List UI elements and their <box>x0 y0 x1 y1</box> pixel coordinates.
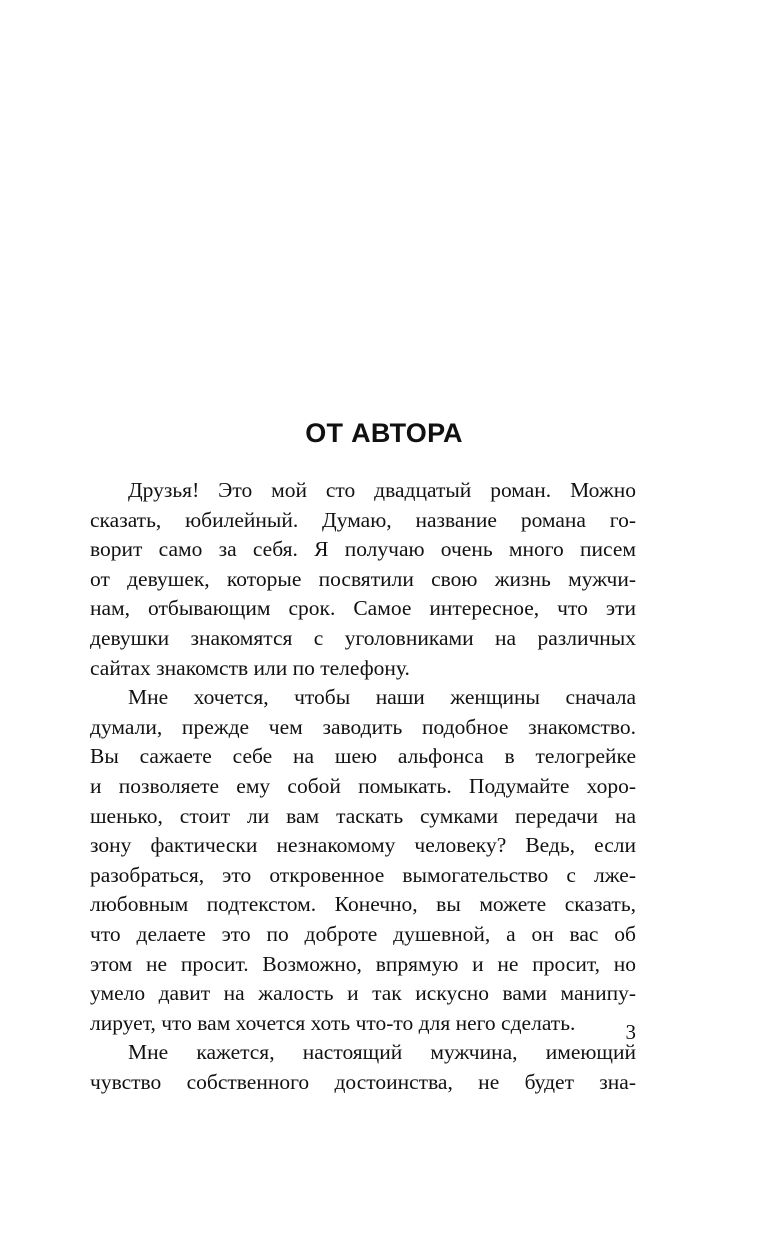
page-number: 3 <box>625 1020 636 1044</box>
text-line: ворит само за себя. Я получаю очень много писем <box>90 537 636 562</box>
text-line: и позволяете ему собой помыкать. Подумайте хоро- <box>90 773 636 798</box>
text-line: любовным подтекстом. Конечно, вы можете сказать, <box>90 892 636 917</box>
text-line: от девушек, которые посвятили свою жизнь мужчи- <box>90 566 636 591</box>
text-line: зону фактически незнакомому человеку? Ведь, если <box>90 833 636 858</box>
text-line: девушки знакомятся с уголовниками на различных <box>90 625 636 650</box>
text-line: нам, отбывающим срок. Самое интересное, что эти <box>90 596 636 621</box>
text-line: что делаете это по доброте душевной, а он вас об <box>90 921 636 946</box>
text-line: разобраться, это откровенное вымогательство с лже- <box>90 862 636 887</box>
text-line: Вы сажаете себе на шею альфонса в телогрейке <box>90 744 636 769</box>
body-text <box>90 476 636 1097</box>
text-line: Мне кажется, настоящий мужчина, имеющий <box>128 1040 636 1065</box>
text-line: умело давит на жалость и так искусно вами манипу- <box>90 981 636 1006</box>
text-line: лирует, что вам хочется хоть что-то для него сделать. <box>90 1010 576 1035</box>
text-line: этом не просит. Возможно, впрямую и не просит, но <box>90 951 636 976</box>
text-line: сказать, юбилейный. Думаю, название романа го- <box>90 507 636 532</box>
text-line: думали, прежде чем заводить подобное знакомство. <box>90 714 636 739</box>
chapter-heading: ОТ АВТОРА <box>305 418 463 448</box>
text-line: шенько, стоит ли вам таскать сумками передачи на <box>90 803 636 828</box>
text-line: Друзья! Это мой сто двадцатый роман. Можно <box>128 478 636 502</box>
text-line: Мне хочется, чтобы наши женщины сначала <box>128 685 636 710</box>
text-line: сайтах знакомств или по телефону. <box>90 655 410 680</box>
text-line: чувство собственного достоинства, не будет зна- <box>90 1069 636 1094</box>
